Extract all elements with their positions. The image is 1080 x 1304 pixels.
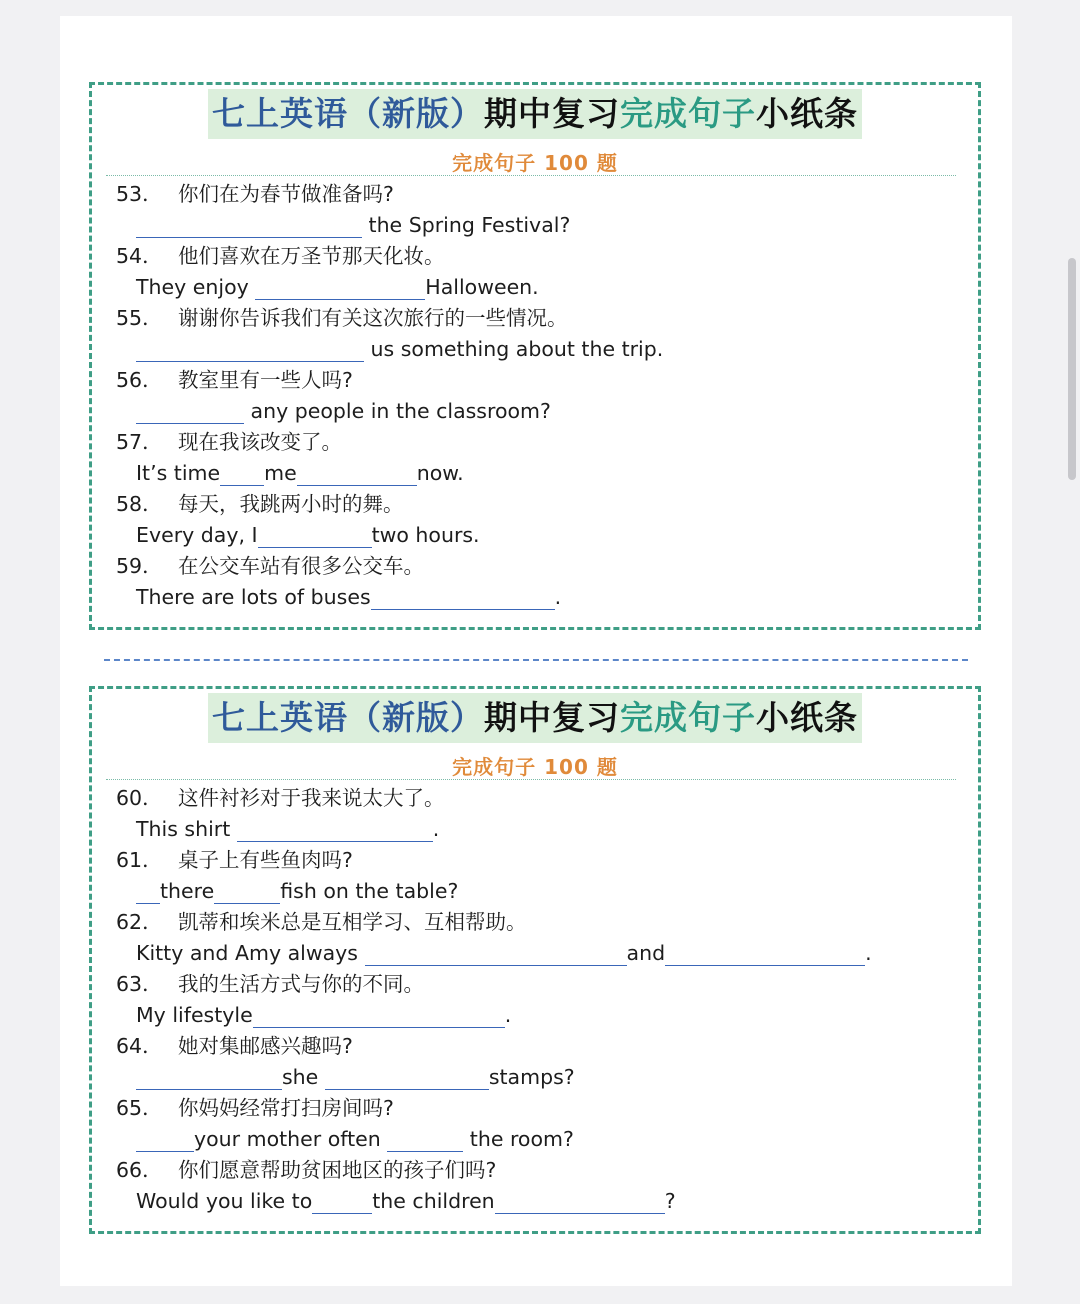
question-list <box>116 783 968 1217</box>
card-title: 七上英语（新版）期中复习完成句子小纸条 <box>208 89 862 139</box>
answer-blank[interactable] <box>136 215 362 238</box>
question-item: 53． 你们在为春节做准备吗? <box>116 182 394 206</box>
question-item: 57． 现在我该改变了。 <box>116 430 342 454</box>
answer-line: Would you like to the children ? <box>136 1189 676 1213</box>
answer-blank[interactable] <box>214 881 280 904</box>
answer-blank[interactable] <box>312 1191 372 1214</box>
answer-line: My lifestyle . <box>136 1003 512 1027</box>
section-separator <box>104 659 968 661</box>
question-item: 65． 你妈妈经常打扫房间吗? <box>116 1096 394 1120</box>
scrollbar-thumb[interactable] <box>1068 258 1076 480</box>
question-item: 66． 你们愿意帮助贫困地区的孩子们吗? <box>116 1158 497 1182</box>
scrollbar[interactable] <box>1068 258 1078 480</box>
answer-blank[interactable] <box>136 881 160 904</box>
answer-blank[interactable] <box>136 1067 282 1090</box>
question-item: 56． 教室里有一些人吗? <box>116 368 353 392</box>
question-item: 62． 凯蒂和埃米总是互相学习、互相帮助。 <box>116 910 527 934</box>
question-item: 55． 谢谢你告诉我们有关这次旅行的一些情况。 <box>116 306 568 330</box>
divider <box>106 175 956 176</box>
card-subtitle: 完成句子 100 题 <box>452 755 618 779</box>
worksheet-card-1 <box>89 82 981 630</box>
answer-blank[interactable] <box>325 1067 489 1090</box>
answer-line: Kitty and Amy always and . <box>136 941 872 965</box>
answer-line: she stamps? <box>116 1062 968 1093</box>
answer-blank[interactable] <box>136 1129 194 1152</box>
answer-blank[interactable] <box>136 339 364 362</box>
question-item: 58． 每天，我跳两小时的舞。 <box>116 492 404 516</box>
answer-blank[interactable] <box>387 1129 463 1152</box>
answer-line: There are lots of buses . <box>136 585 562 609</box>
answer-line: there fish on the table? <box>116 876 968 907</box>
answer-line: the Spring Festival? <box>116 210 968 241</box>
answer-blank[interactable] <box>665 943 865 966</box>
answer-blank[interactable] <box>365 943 627 966</box>
answer-line: It’s time me now. <box>136 461 464 485</box>
question-item: 64． 她对集邮感兴趣吗? <box>116 1034 353 1058</box>
question-item: 59． 在公交车站有很多公交车。 <box>116 554 424 578</box>
answer-blank[interactable] <box>220 463 264 486</box>
worksheet-card-2 <box>89 686 981 1234</box>
answer-blank[interactable] <box>258 525 372 548</box>
answer-blank[interactable] <box>253 1005 505 1028</box>
card-subtitle: 完成句子 100 题 <box>452 151 618 175</box>
answer-line: Every day, I two hours. <box>136 523 480 547</box>
answer-line: This shirt . <box>136 817 440 841</box>
question-list <box>116 179 968 613</box>
answer-line: us something about the trip. <box>116 334 968 365</box>
answer-blank[interactable] <box>255 277 425 300</box>
answer-blank[interactable] <box>495 1191 665 1214</box>
answer-line: any people in the classroom? <box>116 396 968 427</box>
question-item: 60． 这件衬衫对于我来说太大了。 <box>116 786 445 810</box>
question-item: 61． 桌子上有些鱼肉吗? <box>116 848 353 872</box>
question-item: 63． 我的生活方式与你的不同。 <box>116 972 424 996</box>
answer-blank[interactable] <box>136 401 244 424</box>
answer-line: your mother often the room? <box>116 1124 968 1155</box>
divider <box>106 779 956 780</box>
question-item: 54． 他们喜欢在万圣节那天化妆。 <box>116 244 445 268</box>
answer-blank[interactable] <box>371 587 555 610</box>
card-title: 七上英语（新版）期中复习完成句子小纸条 <box>208 693 862 743</box>
answer-line: They enjoy Halloween. <box>136 275 539 299</box>
answer-blank[interactable] <box>297 463 417 486</box>
answer-blank[interactable] <box>237 819 433 842</box>
